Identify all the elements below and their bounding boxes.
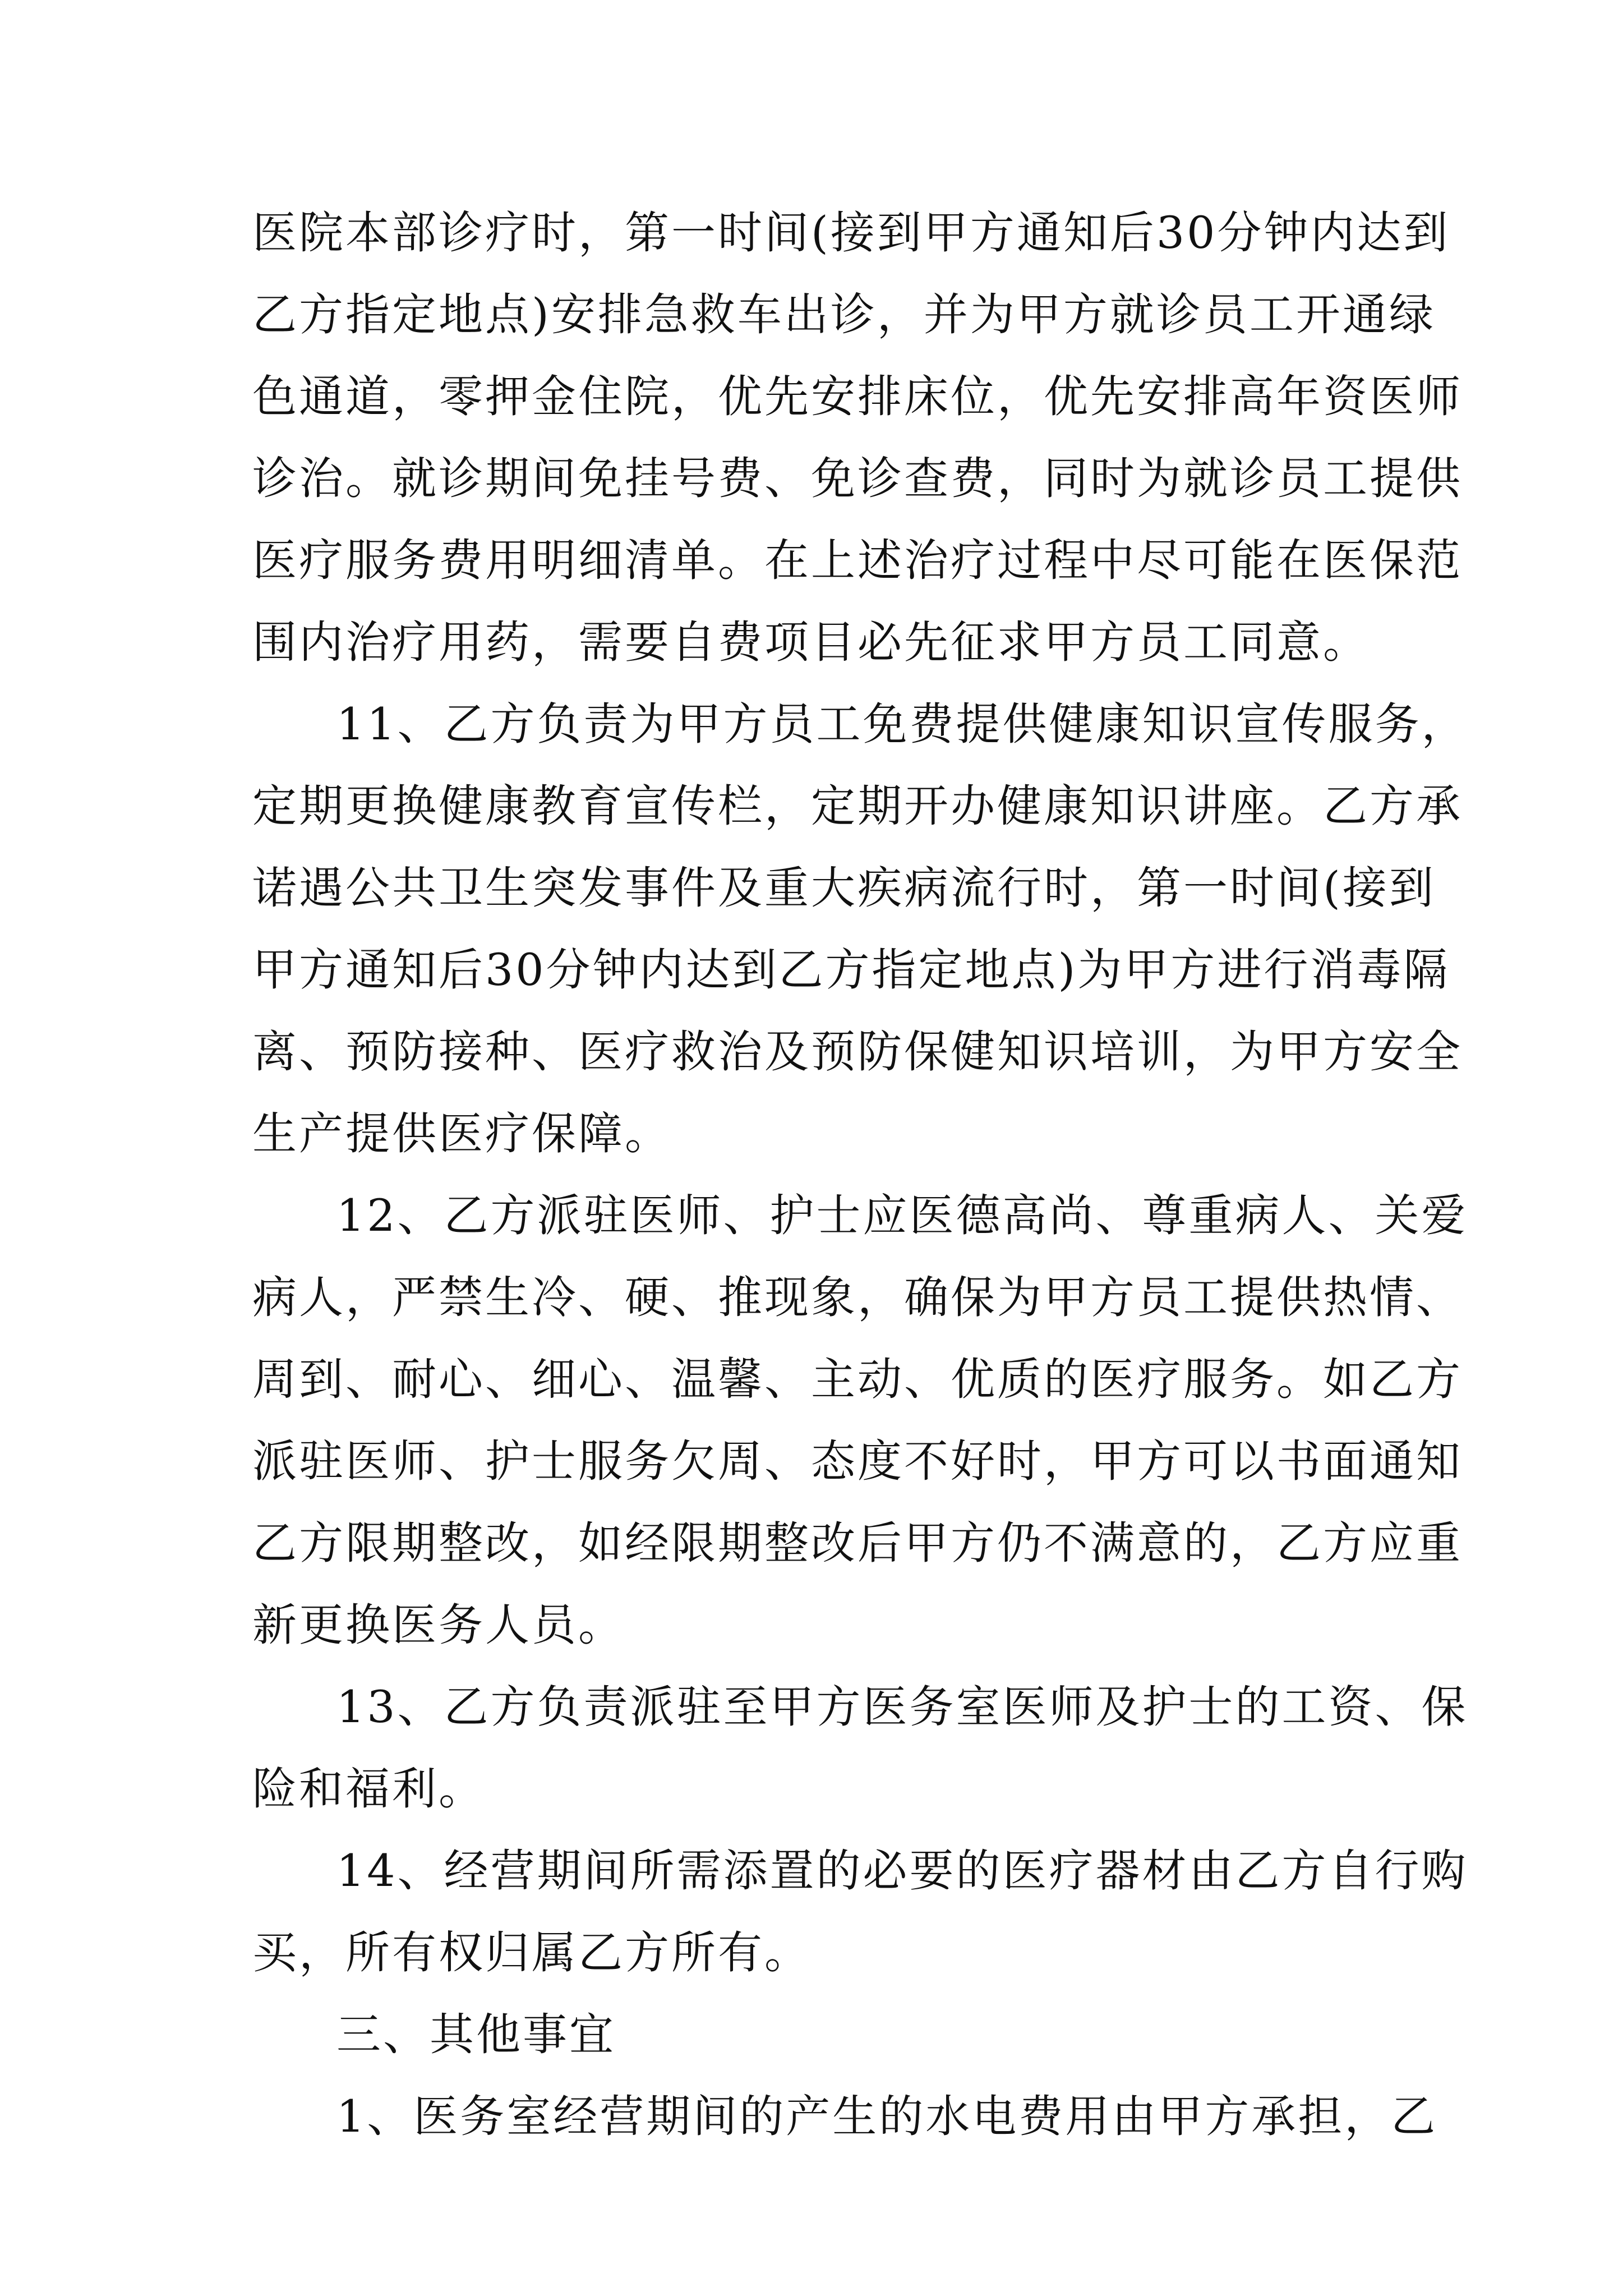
text-line: 离、预防接种、医疗救治及预防保健知识培训，为甲方安全 — [252, 1026, 1463, 1078]
text-line: 定期更换健康教育宣传栏，定期开办健康知识讲座。乙方承 — [252, 780, 1463, 832]
text-line: 围内治疗用药，需要自费项目必先征求甲方员工同意。 — [252, 616, 1370, 668]
text-line: 周到、耐心、细心、温馨、主动、优质的医疗服务。如乙方 — [252, 1354, 1463, 1405]
text-line: 乙方限期整改，如经限期整改后甲方仍不满意的，乙方应重 — [252, 1517, 1463, 1569]
text-line: 13、乙方负责派驻至甲方医务室医师及护士的工资、保 — [336, 1681, 1468, 1733]
text-line: 12、乙方派驻医师、护士应医德高尚、尊重病人、关爱 — [336, 1190, 1468, 1241]
text-line: 病人，严禁生冷、硬、推现象，确保为甲方员工提供热情、 — [252, 1272, 1463, 1323]
text-line: 生产提供医疗保障。 — [252, 1108, 671, 1159]
text-line: 14、经营期间所需添置的必要的医疗器材由乙方自行购 — [336, 1845, 1468, 1897]
text-line: 诺遇公共卫生突发事件及重大疾病流行时，第一时间(接到 — [252, 862, 1436, 914]
text-line: 色通道，零押金住院，优先安排床位，优先安排高年资医师 — [252, 371, 1463, 422]
text-line: 医院本部诊疗时，第一时间(接到甲方通知后30分钟内达到 — [252, 207, 1450, 259]
text-line: 诊治。就诊期间免挂号费、免诊查费，同时为就诊员工提供 — [252, 453, 1463, 504]
text-line: 11、乙方负责为甲方员工免费提供健康知识宣传服务， — [336, 698, 1468, 750]
text-line: 险和福利。 — [252, 1763, 485, 1815]
text-line: 买，所有权归属乙方所有。 — [252, 1927, 811, 1978]
text-line: 乙方指定地点)安排急救车出诊，并为甲方就诊员工开通绿 — [252, 289, 1436, 341]
section-heading: 三、其他事宜 — [336, 2009, 616, 2060]
text-line: 医疗服务费用明细清单。在上述治疗过程中尽可能在医保范 — [252, 535, 1463, 586]
text-line: 派驻医师、护士服务欠周、态度不好时，甲方可以书面通知 — [252, 1435, 1463, 1487]
text-line: 甲方通知后30分钟内达到乙方指定地点)为甲方进行消毒隔 — [252, 944, 1450, 996]
text-line: 1、医务室经营期间的产生的水电费用由甲方承担，乙 — [336, 2091, 1438, 2142]
text-line: 新更换医务人员。 — [252, 1599, 625, 1651]
